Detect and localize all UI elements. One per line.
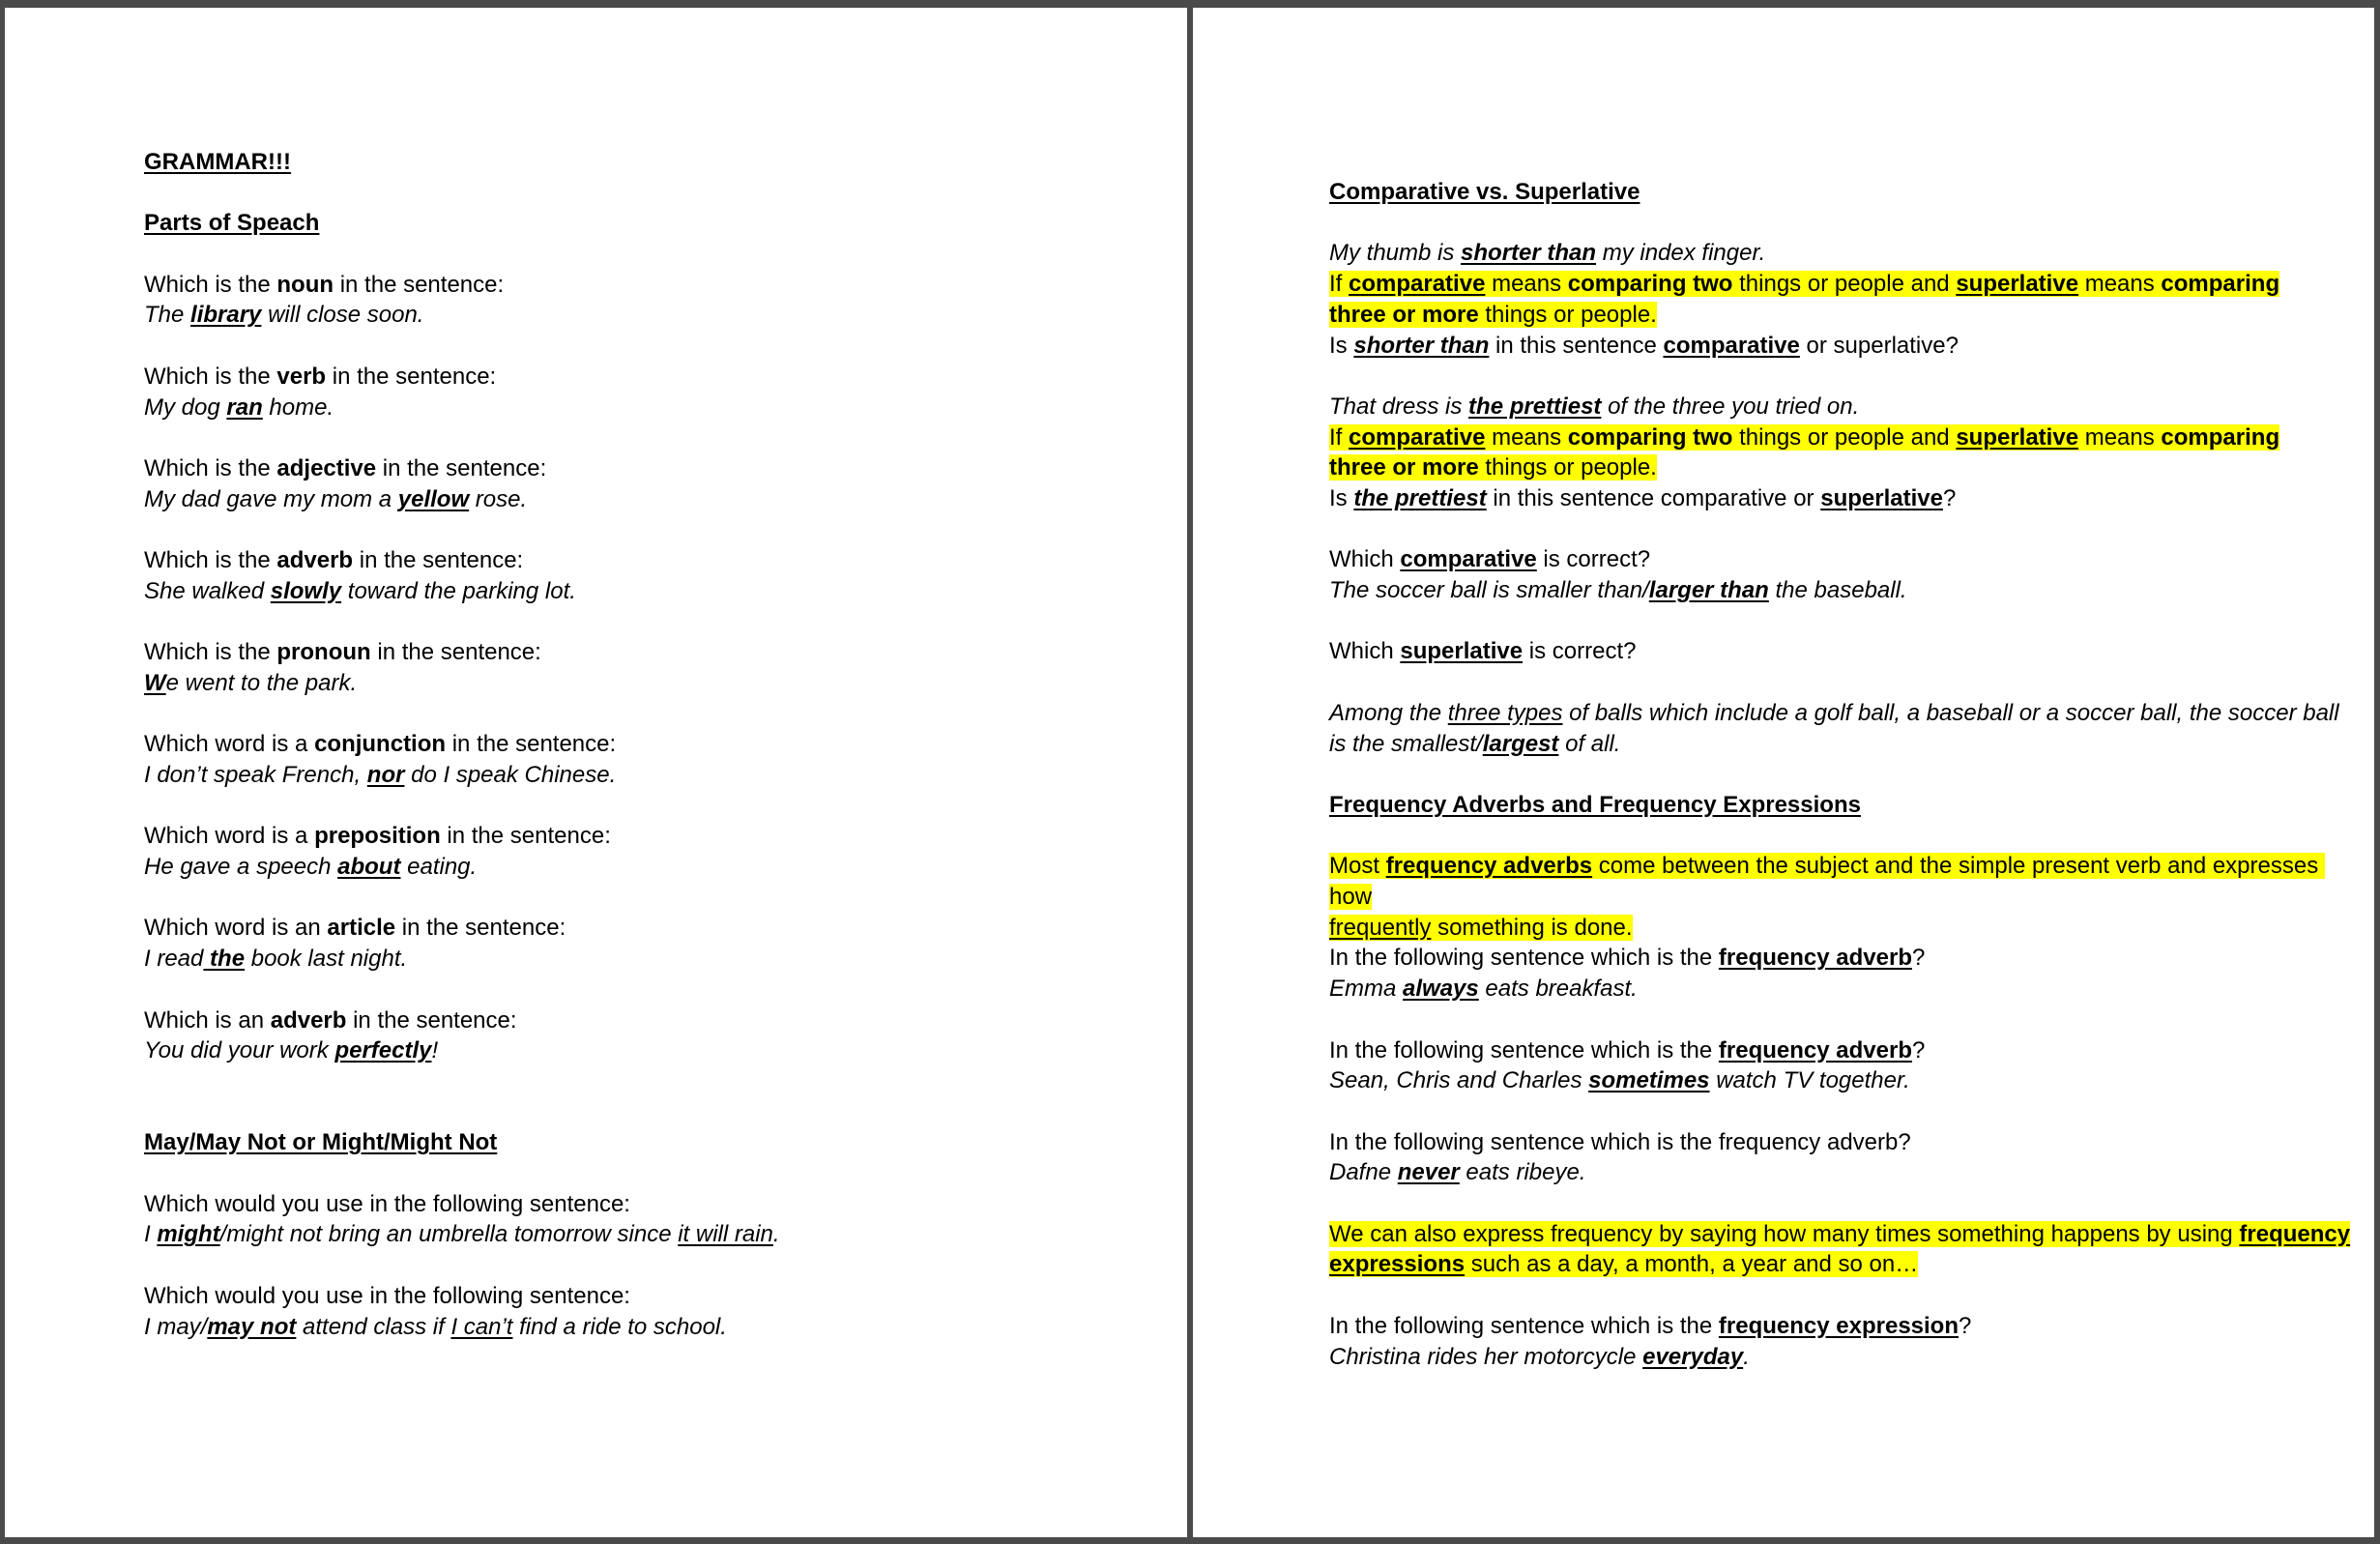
question-adjective: Which is the adjective in the sentence: (144, 454, 547, 481)
question-prettiest: Is the prettiest in this sentence comparative or superlative? (1329, 485, 1957, 511)
question-pronoun: Which is the pronoun in the sentence: (144, 639, 541, 666)
question-adverb: Which is the adverb in the sentence: (144, 547, 524, 574)
sentence-preposition: He gave a speech about eating. (144, 854, 478, 881)
definition-line-1: If comparative means comparing two things or people and superlative means comparing (1329, 271, 2280, 298)
question-which-comparative: Which comparative is correct? (1329, 546, 1651, 573)
page-2 (1193, 8, 2374, 1537)
section-heading-frequency: Frequency Adverbs and Frequency Expressions (1329, 791, 1861, 818)
sentence-noun: The library will close soon. (144, 302, 424, 329)
sentence-prettiest: That dress is the prettiest of the three you tried on. (1329, 393, 1860, 420)
sentence-pronoun: We went to the park. (144, 669, 358, 696)
question-frequency-expression: In the following sentence which is the frequency expression? (1329, 1312, 1972, 1339)
sentence-article: I read the book last night. (144, 946, 408, 973)
frequency-expression-line-2: expressions such as a day, a month, a year and so on… (1329, 1251, 1919, 1278)
frequency-definition-line-1: Most frequency adverbs come between the subject and the simple present verb and expresses how (1329, 853, 2325, 911)
sentence-adverb-2: You did your work perfectly! (144, 1037, 439, 1064)
sentence-shorter-than: My thumb is shorter than my index finger. (1329, 240, 1766, 267)
sentence-conjunction: I don’t speak French, nor do I speak Chinese. (144, 761, 617, 788)
sentence-might: I might/might not bring an umbrella tomorrow since it will rain. (144, 1221, 780, 1248)
question-adverb-2: Which is an adverb in the sentence: (144, 1006, 517, 1034)
question-noun: Which is the noun in the sentence: (144, 271, 505, 298)
section-heading-parts-of-speech: Parts of Speach (144, 210, 320, 237)
sentence-never: Dafne never eats ribeye. (1329, 1159, 1586, 1186)
question-may-not: Which would you use in the following sentence: (144, 1282, 630, 1309)
question-frequency-never: In the following sentence which is the frequency adverb? (1329, 1128, 1911, 1155)
question-verb: Which is the verb in the sentence: (144, 363, 497, 390)
frequency-definition-line-2: frequently something is done. (1329, 914, 1633, 941)
sentence-verb: My dog ran home. (144, 393, 334, 421)
question-shorter-than: Is shorter than in this sentence comparative or superlative? (1329, 332, 1959, 359)
question-article: Which word is an article in the sentence: (144, 915, 566, 942)
page-2-content (1193, 8, 2374, 1372)
question-might: Which would you use in the following sentence: (144, 1190, 630, 1217)
document-title: GRAMMAR!!! (144, 149, 291, 175)
section-heading-may-might: May/May Not or Might/Might Not (144, 1129, 498, 1156)
sentence-always: Emma always eats breakfast. (1329, 976, 1638, 1003)
definition-repeat-line-1: If comparative means comparing two things or people and superlative means comparing (1329, 423, 2280, 451)
question-frequency-always: In the following sentence which is the frequency adverb? (1329, 945, 1926, 972)
sentence-balls-line-2: is the smallest/largest of all. (1329, 730, 1621, 757)
section-heading-comparative: Comparative vs. Superlative (1329, 179, 1640, 205)
question-frequency-sometimes: In the following sentence which is the frequency adverb? (1329, 1036, 1926, 1063)
definition-repeat-line-2: three or more things or people. (1329, 454, 1657, 481)
sentence-larger-than: The soccer ball is smaller than/larger than the baseball. (1329, 577, 1907, 604)
sentence-may-not: I may/may not attend class if I can’t find a ride to school. (144, 1313, 727, 1340)
question-conjunction: Which word is a conjunction in the sentence: (144, 731, 617, 758)
question-preposition: Which word is a preposition in the sentence: (144, 823, 611, 850)
sentence-balls-line-1: Among the three types of balls which include a golf ball, a baseball or a soccer ball, the soccer ball (1329, 699, 2339, 726)
page-1-content (5, 8, 1187, 1342)
sentence-sometimes: Sean, Chris and Charles sometimes watch TV together. (1329, 1067, 1910, 1094)
definition-line-2: three or more things or people. (1329, 301, 1657, 328)
page-1 (5, 8, 1187, 1537)
question-which-superlative: Which superlative is correct? (1329, 638, 1637, 665)
sentence-adjective: My dad gave my mom a yellow rose. (144, 485, 528, 512)
sentence-adverb: She walked slowly toward the parking lot. (144, 577, 576, 604)
frequency-expression-line-1: We can also express frequency by saying how many times something happens by using frequency (1329, 1220, 2351, 1247)
sentence-everyday: Christina rides her motorcycle everyday. (1329, 1343, 1750, 1370)
